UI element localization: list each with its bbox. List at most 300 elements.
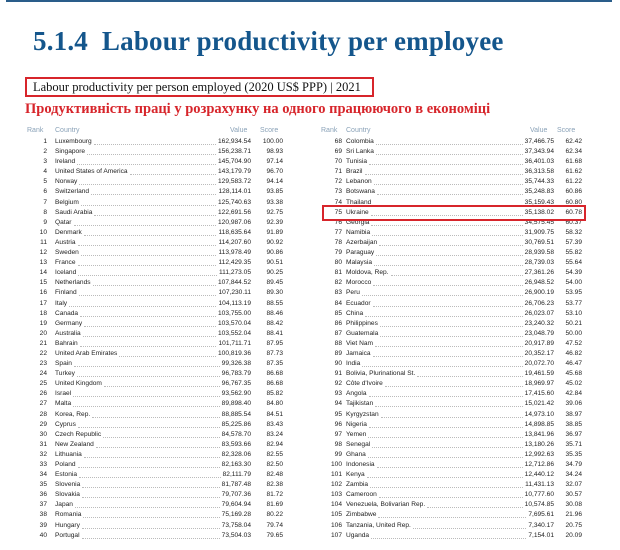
value-cell: 35,138.02 bbox=[524, 208, 554, 216]
score-cell: 53.95 bbox=[565, 289, 582, 297]
ranking-row bbox=[25, 167, 283, 177]
score-cell: 98.93 bbox=[266, 148, 283, 156]
rank-cell: 68 bbox=[334, 138, 342, 145]
value-cell: 20,917.89 bbox=[524, 339, 554, 347]
value-cell: 36,401.03 bbox=[524, 158, 554, 166]
country-cell: Slovenia bbox=[55, 481, 81, 489]
score-cell: 38.85 bbox=[565, 420, 582, 428]
value-cell: 96,783.79 bbox=[221, 370, 251, 378]
rank-cell: 101 bbox=[330, 471, 342, 479]
country-cell: Azerbaijan bbox=[346, 238, 378, 246]
score-cell: 82.55 bbox=[266, 450, 283, 458]
left-header-country: Country bbox=[55, 127, 80, 134]
leader-dots bbox=[365, 316, 523, 317]
value-cell: 26,023.07 bbox=[524, 309, 554, 317]
ranking-row bbox=[320, 460, 582, 470]
score-cell: 90.51 bbox=[266, 259, 283, 267]
ranking-row bbox=[25, 339, 283, 349]
country-cell: Netherlands bbox=[55, 279, 91, 287]
ranking-row bbox=[320, 389, 582, 399]
score-cell: 90.86 bbox=[266, 249, 283, 257]
value-cell: 84,578.70 bbox=[221, 430, 251, 438]
country-cell: Turkey bbox=[55, 370, 75, 378]
value-cell: 111,273.05 bbox=[218, 269, 251, 277]
ranking-row bbox=[25, 379, 283, 389]
score-cell: 82.38 bbox=[266, 481, 283, 489]
value-cell: 7,695.61 bbox=[528, 511, 554, 519]
rank-cell: 20 bbox=[39, 329, 47, 337]
country-cell: Colombia bbox=[346, 138, 374, 145]
ranking-row bbox=[25, 238, 283, 248]
leader-dots bbox=[77, 376, 220, 377]
rank-cell: 38 bbox=[39, 511, 47, 519]
leader-dots bbox=[92, 417, 220, 418]
leader-dots bbox=[84, 457, 220, 458]
country-cell: Czech Republic bbox=[55, 430, 102, 438]
value-cell: 99,326.38 bbox=[221, 360, 251, 368]
ranking-row bbox=[320, 420, 582, 430]
country-cell: Lebanon bbox=[346, 178, 372, 186]
country-cell: Angola bbox=[346, 390, 367, 398]
score-cell: 58.32 bbox=[565, 228, 582, 236]
country-cell: Venezuela, Bolivarian Rep. bbox=[346, 501, 426, 509]
value-cell: 112,429.35 bbox=[218, 259, 251, 267]
country-cell: Tanzania, United Rep. bbox=[346, 521, 411, 529]
rank-cell: 106 bbox=[330, 521, 342, 529]
score-cell: 47.52 bbox=[565, 339, 582, 347]
rank-cell: 3 bbox=[43, 158, 47, 166]
country-cell: Namibia bbox=[346, 228, 371, 236]
rank-cell: 87 bbox=[334, 329, 342, 337]
rank-cell: 12 bbox=[39, 249, 47, 257]
value-cell: 103,570.04 bbox=[217, 319, 251, 327]
country-cell: United States of America bbox=[55, 168, 128, 176]
ranking-row bbox=[25, 460, 283, 470]
score-cell: 21.96 bbox=[565, 511, 582, 519]
leader-dots bbox=[83, 517, 220, 518]
value-cell: 82,111.79 bbox=[222, 471, 251, 479]
leader-dots bbox=[91, 194, 216, 195]
ranking-row bbox=[25, 299, 283, 309]
value-cell: 31,909.75 bbox=[524, 228, 554, 236]
rank-cell: 25 bbox=[39, 380, 47, 388]
ranking-row bbox=[25, 369, 283, 379]
rank-cell: 79 bbox=[334, 249, 342, 257]
score-cell: 88.46 bbox=[266, 309, 283, 317]
right-header-country: Country bbox=[346, 127, 371, 134]
country-cell: Zimbabwe bbox=[346, 511, 377, 519]
value-cell: 26,706.23 bbox=[524, 299, 554, 307]
rank-cell: 80 bbox=[334, 259, 342, 267]
ranking-row bbox=[320, 258, 582, 268]
country-cell: Uganda bbox=[346, 531, 370, 539]
leader-dots bbox=[93, 285, 216, 286]
leader-dots bbox=[369, 164, 523, 165]
value-cell: 14,973.10 bbox=[524, 410, 554, 418]
country-cell: Georgia bbox=[346, 218, 370, 226]
value-cell: 35,248.83 bbox=[524, 188, 554, 196]
ranking-row bbox=[320, 430, 582, 440]
ranking-row bbox=[25, 258, 283, 268]
rank-cell: 104 bbox=[330, 501, 342, 509]
country-cell: Germany bbox=[55, 319, 83, 327]
country-cell: Yemen bbox=[346, 430, 367, 438]
country-cell: Cameroon bbox=[346, 491, 377, 499]
leader-dots bbox=[371, 225, 523, 226]
section-number: 5.1.4 bbox=[33, 26, 88, 56]
score-cell: 46.47 bbox=[565, 360, 582, 368]
ranking-row bbox=[320, 399, 582, 409]
leader-dots bbox=[78, 467, 220, 468]
rank-cell: 14 bbox=[39, 269, 47, 277]
rank-cell: 21 bbox=[39, 339, 47, 347]
ranking-row bbox=[25, 309, 283, 319]
score-cell: 34.79 bbox=[565, 461, 582, 468]
rank-cell: 34 bbox=[39, 471, 47, 479]
rank-cell: 83 bbox=[334, 289, 342, 297]
rank-cell: 37 bbox=[39, 501, 47, 509]
value-cell: 118,635.64 bbox=[218, 228, 251, 236]
value-cell: 13,841.96 bbox=[524, 430, 554, 438]
leader-dots bbox=[372, 235, 523, 236]
value-cell: 93,562.90 bbox=[221, 390, 251, 398]
rank-cell: 39 bbox=[39, 521, 47, 529]
rank-cell: 100 bbox=[330, 461, 342, 468]
score-cell: 45.68 bbox=[565, 370, 582, 378]
country-cell: Ukraine bbox=[346, 208, 369, 216]
score-cell: 53.77 bbox=[565, 299, 582, 307]
ranking-row bbox=[320, 470, 582, 480]
ranking-row bbox=[25, 480, 283, 490]
right-header-rank: Rank bbox=[321, 127, 338, 134]
rank-cell: 11 bbox=[40, 238, 47, 246]
score-cell: 88.41 bbox=[266, 329, 283, 337]
score-cell: 60.86 bbox=[565, 188, 582, 196]
leader-dots bbox=[79, 184, 216, 185]
ranking-row bbox=[320, 339, 582, 349]
country-cell: Norway bbox=[55, 178, 78, 186]
leader-dots bbox=[79, 477, 221, 478]
rank-cell: 70 bbox=[334, 158, 342, 166]
score-cell: 30.57 bbox=[565, 491, 582, 499]
left-header-rank: Rank bbox=[27, 127, 44, 134]
rank-cell: 26 bbox=[39, 390, 47, 398]
leader-dots bbox=[77, 164, 216, 165]
ranking-row bbox=[25, 389, 283, 399]
rank-cell: 103 bbox=[330, 491, 342, 499]
leader-dots bbox=[81, 255, 216, 256]
score-cell: 92.39 bbox=[266, 218, 283, 226]
value-cell: 19,461.59 bbox=[524, 370, 554, 378]
rank-cell: 5 bbox=[43, 178, 47, 186]
rank-cell: 93 bbox=[334, 390, 342, 398]
country-cell: Denmark bbox=[55, 228, 82, 236]
ranking-row bbox=[320, 187, 582, 197]
value-cell: 113,978.49 bbox=[218, 249, 251, 257]
value-cell: 103,552.04 bbox=[217, 329, 251, 337]
ranking-row bbox=[320, 521, 582, 531]
rank-cell: 10 bbox=[39, 228, 47, 236]
rank-cell: 17 bbox=[39, 299, 47, 307]
leader-dots bbox=[119, 356, 216, 357]
leader-dots bbox=[377, 194, 523, 195]
score-cell: 61.22 bbox=[565, 178, 582, 186]
value-cell: 17,415.60 bbox=[524, 390, 554, 398]
value-cell: 107,230.11 bbox=[218, 289, 251, 297]
country-cell: Tunisia bbox=[346, 158, 368, 166]
ranking-row bbox=[320, 510, 582, 520]
ranking-row bbox=[25, 268, 283, 278]
rank-cell: 7 bbox=[43, 198, 47, 206]
rank-cell: 95 bbox=[334, 410, 342, 418]
ranking-row bbox=[320, 410, 582, 420]
ranking-row bbox=[320, 319, 582, 329]
ranking-row bbox=[320, 288, 582, 298]
leader-dots bbox=[103, 437, 220, 438]
leader-dots bbox=[82, 497, 220, 498]
score-cell: 84.51 bbox=[266, 410, 283, 418]
value-cell: 122,691.56 bbox=[217, 208, 251, 216]
country-cell: Romania bbox=[55, 511, 82, 519]
ranking-row bbox=[25, 248, 283, 258]
rank-cell: 89 bbox=[334, 349, 342, 357]
score-cell: 93.38 bbox=[266, 198, 283, 206]
score-cell: 89.45 bbox=[266, 279, 283, 287]
score-cell: 81.69 bbox=[266, 501, 283, 509]
country-cell: Sweden bbox=[55, 249, 79, 257]
leader-dots bbox=[75, 507, 220, 508]
value-cell: 125,740.63 bbox=[217, 198, 251, 206]
rank-cell: 74 bbox=[334, 198, 342, 206]
rank-cell: 31 bbox=[39, 440, 47, 448]
leader-dots bbox=[362, 366, 523, 367]
score-cell: 82.50 bbox=[266, 461, 283, 468]
leader-dots bbox=[87, 154, 216, 155]
ranking-row bbox=[25, 359, 283, 369]
country-cell: Kenya bbox=[346, 471, 365, 479]
score-cell: 82.48 bbox=[266, 471, 283, 479]
top-rule bbox=[6, 0, 612, 2]
country-cell: Bahrain bbox=[55, 339, 78, 347]
score-cell: 97.14 bbox=[266, 158, 283, 166]
leader-dots bbox=[391, 275, 523, 276]
rank-cell: 73 bbox=[334, 188, 342, 196]
rank-cell: 23 bbox=[39, 360, 47, 368]
value-cell: 128,114.01 bbox=[218, 188, 251, 196]
rank-cell: 90 bbox=[334, 360, 342, 368]
rank-cell: 97 bbox=[334, 430, 342, 438]
rank-cell: 107 bbox=[330, 531, 342, 539]
value-cell: 12,712.86 bbox=[524, 461, 554, 468]
rank-cell: 35 bbox=[39, 481, 47, 489]
score-cell: 45.02 bbox=[565, 380, 582, 388]
leader-dots bbox=[372, 447, 523, 448]
leader-dots bbox=[73, 396, 220, 397]
ranking-row bbox=[25, 137, 283, 147]
ranking-row bbox=[25, 147, 283, 157]
rank-cell: 16 bbox=[39, 289, 47, 297]
rank-cell: 1 bbox=[43, 138, 47, 145]
leader-dots bbox=[377, 467, 523, 468]
ranking-row bbox=[320, 268, 582, 278]
score-cell: 96.70 bbox=[266, 168, 283, 176]
ranking-row bbox=[320, 379, 582, 389]
left-header-score: Score bbox=[260, 127, 279, 134]
left-ranking-table bbox=[25, 137, 283, 541]
leader-dots bbox=[81, 205, 216, 206]
ranking-row bbox=[25, 430, 283, 440]
country-cell: Spain bbox=[55, 360, 72, 368]
value-cell: 20,072.70 bbox=[524, 360, 554, 368]
value-cell: 12,440.12 bbox=[524, 471, 554, 479]
ranking-row bbox=[320, 157, 582, 167]
country-cell: Israel bbox=[55, 390, 72, 398]
ranking-row bbox=[25, 187, 283, 197]
ranking-row bbox=[25, 490, 283, 500]
leader-dots bbox=[371, 538, 526, 539]
leader-dots bbox=[369, 427, 523, 428]
country-cell: India bbox=[346, 360, 361, 368]
score-cell: 57.39 bbox=[565, 238, 582, 246]
value-cell: 7,340.17 bbox=[528, 521, 554, 529]
section-heading: Labour productivity per employee bbox=[101, 26, 504, 56]
score-cell: 84.80 bbox=[266, 400, 283, 408]
value-cell: 75,169.28 bbox=[221, 511, 251, 519]
leader-dots bbox=[427, 507, 523, 508]
ranking-row bbox=[25, 329, 283, 339]
value-cell: 7,154.01 bbox=[528, 531, 554, 539]
rank-cell: 30 bbox=[39, 430, 47, 438]
score-cell: 60.80 bbox=[565, 198, 582, 206]
rank-cell: 19 bbox=[39, 319, 47, 327]
country-cell: Malta bbox=[55, 400, 72, 408]
score-cell: 60.37 bbox=[565, 218, 582, 226]
country-cell: Poland bbox=[55, 461, 76, 468]
leader-dots bbox=[379, 497, 523, 498]
left-header-value: Value bbox=[230, 127, 248, 134]
country-cell: Peru bbox=[346, 289, 360, 297]
ranking-row bbox=[25, 288, 283, 298]
leader-dots bbox=[79, 295, 216, 296]
value-cell: 15,021.42 bbox=[524, 400, 554, 408]
ranking-row bbox=[320, 299, 582, 309]
country-cell: United Kingdom bbox=[55, 380, 102, 388]
value-cell: 89,898.40 bbox=[221, 400, 251, 408]
leader-dots bbox=[376, 154, 523, 155]
leader-dots bbox=[385, 386, 523, 387]
score-cell: 80.22 bbox=[266, 511, 283, 519]
value-cell: 13,180.26 bbox=[524, 440, 554, 448]
country-cell: Slovakia bbox=[55, 491, 80, 499]
score-cell: 87.35 bbox=[266, 360, 283, 368]
leader-dots bbox=[80, 346, 216, 347]
ranking-row bbox=[320, 309, 582, 319]
ranking-row bbox=[25, 208, 283, 218]
country-cell: Tajikistan bbox=[346, 400, 374, 408]
country-cell: Singapore bbox=[55, 148, 86, 156]
country-cell: Finland bbox=[55, 289, 77, 297]
country-cell: Ghana bbox=[346, 450, 366, 458]
rank-cell: 32 bbox=[39, 450, 47, 458]
ranking-row bbox=[25, 177, 283, 187]
value-cell: 10,777.60 bbox=[524, 491, 554, 499]
score-cell: 53.10 bbox=[565, 309, 582, 317]
country-cell: Korea, Rep. bbox=[55, 410, 91, 418]
score-cell: 46.82 bbox=[565, 349, 582, 357]
country-cell: Canada bbox=[55, 309, 79, 317]
score-cell: 86.68 bbox=[266, 380, 283, 388]
country-cell: Japan bbox=[55, 501, 73, 509]
score-cell: 50.00 bbox=[565, 329, 582, 337]
country-cell: Italy bbox=[55, 299, 68, 307]
leader-dots bbox=[369, 396, 523, 397]
rank-cell: 77 bbox=[334, 228, 342, 236]
section-title bbox=[33, 26, 504, 57]
rank-cell: 91 bbox=[334, 370, 342, 378]
value-cell: 145,704.90 bbox=[217, 158, 251, 166]
score-cell: 55.64 bbox=[565, 259, 582, 267]
leader-dots bbox=[417, 376, 523, 377]
country-cell: Austria bbox=[55, 238, 76, 246]
rank-cell: 27 bbox=[39, 400, 47, 408]
score-cell: 86.68 bbox=[266, 370, 283, 378]
score-cell: 35.35 bbox=[565, 450, 582, 458]
leader-dots bbox=[74, 366, 220, 367]
score-cell: 30.08 bbox=[565, 501, 582, 509]
ranking-row bbox=[320, 480, 582, 490]
score-cell: 94.14 bbox=[266, 178, 283, 186]
score-cell: 88.42 bbox=[266, 319, 283, 327]
rank-cell: 69 bbox=[334, 148, 342, 156]
country-cell: Portugal bbox=[55, 531, 80, 539]
value-cell: 104,113.19 bbox=[218, 299, 251, 307]
rank-cell: 28 bbox=[39, 410, 47, 418]
rank-cell: 71 bbox=[334, 168, 342, 176]
country-cell: Morocco bbox=[346, 279, 372, 287]
leader-dots bbox=[78, 265, 216, 266]
leader-dots bbox=[82, 487, 220, 488]
score-cell: 54.39 bbox=[565, 269, 582, 277]
rank-cell: 4 bbox=[43, 168, 47, 176]
value-cell: 20,352.17 bbox=[524, 349, 554, 357]
country-cell: Zambia bbox=[346, 481, 368, 489]
value-cell: 79,604.94 bbox=[221, 501, 251, 509]
country-cell: Paraguay bbox=[346, 249, 375, 257]
ranking-row bbox=[320, 329, 582, 339]
ranking-row bbox=[320, 359, 582, 369]
value-cell: 26,948.52 bbox=[524, 279, 554, 287]
rank-cell: 24 bbox=[39, 370, 47, 378]
score-cell: 61.68 bbox=[565, 158, 582, 166]
rank-cell: 81 bbox=[334, 269, 342, 277]
rank-cell: 84 bbox=[334, 299, 342, 307]
value-cell: 10,574.85 bbox=[524, 501, 554, 509]
score-cell: 100.00 bbox=[262, 138, 283, 145]
ranking-row bbox=[25, 521, 283, 531]
leader-dots bbox=[380, 336, 523, 337]
value-cell: 73,504.03 bbox=[221, 531, 251, 539]
rank-cell: 8 bbox=[43, 208, 47, 216]
indicator-subtitle-text: Labour productivity per person employed (2020 US$ PPP) | 2021 bbox=[33, 80, 361, 94]
country-cell: Hungary bbox=[55, 521, 80, 529]
score-cell: 87.95 bbox=[266, 339, 283, 347]
rank-cell: 99 bbox=[334, 450, 342, 458]
ranking-row bbox=[25, 218, 283, 228]
value-cell: 36,313.58 bbox=[524, 168, 554, 176]
score-cell: 38.97 bbox=[565, 410, 582, 418]
value-cell: 83,593.66 bbox=[221, 440, 251, 448]
leader-dots bbox=[367, 477, 523, 478]
